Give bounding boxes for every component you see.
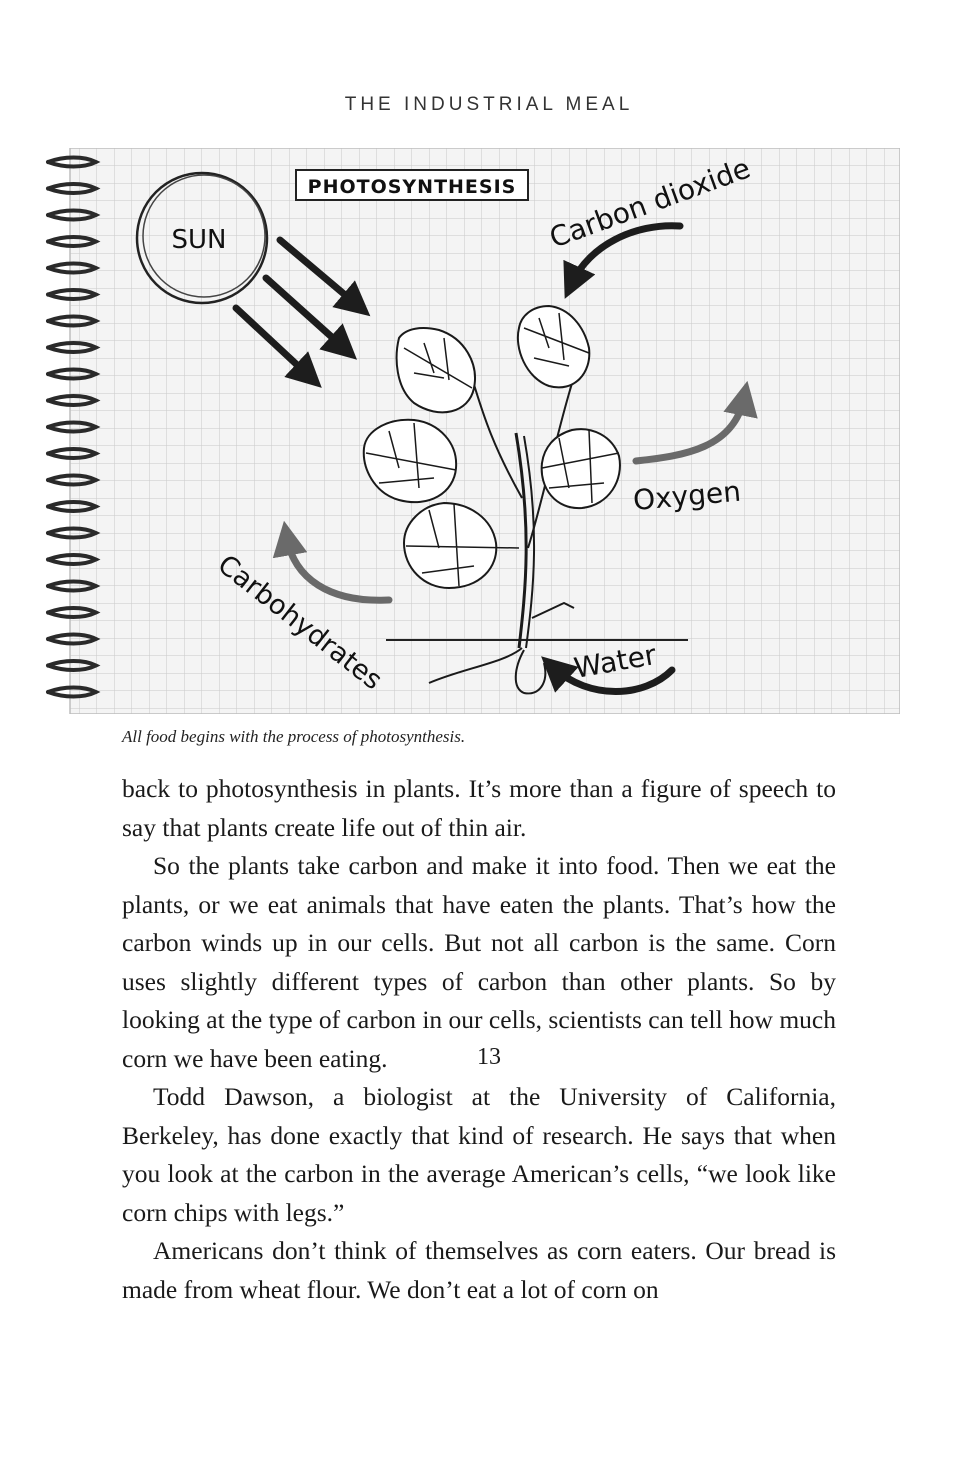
water-label: Water xyxy=(571,638,659,685)
photosynthesis-figure xyxy=(44,148,900,714)
carbohydrates-label: Carbohydrates xyxy=(211,549,388,697)
paragraph: back to photosynthesis in plants. It’s more than a figure of speech to say that plants create life out of thin air. xyxy=(122,774,836,842)
oxygen-label: Oxygen xyxy=(631,474,743,517)
paragraph: Todd Dawson, a biologist at the University of California, Berkeley, has done exactly that kind of research. He says that when you look at the carbon in the average American’s cells, “we look like corn chips with legs.” xyxy=(122,1082,836,1227)
leaf-icon xyxy=(542,429,620,508)
sun-label: SUN xyxy=(171,225,227,255)
running-head: THE INDUSTRIAL MEAL xyxy=(344,94,634,115)
page-number: 13 xyxy=(477,1044,501,1070)
paragraph: So the plants take carbon and make it into food. Then we eat the plants, or we eat animals that have eaten the plants. That’s how the carbon winds up in our cells. But not all carbon is the same. Corn uses slightly different types of carbon than other plants. So by looking at the type of carbon in our cells, scientists can tell how much corn we have been eating. xyxy=(122,851,836,1073)
carbon-dioxide-label: Carbon dioxide xyxy=(545,151,755,255)
paragraph: Americans don’t think of themselves as corn eaters. Our bread is made from wheat flour. We don’t eat a lot of corn on xyxy=(122,1236,836,1304)
body-text xyxy=(122,770,836,1309)
figure-title: PHOTOSYNTHESIS xyxy=(307,176,517,198)
figure-caption: All food begins with the process of photosynthesis. xyxy=(122,727,466,746)
